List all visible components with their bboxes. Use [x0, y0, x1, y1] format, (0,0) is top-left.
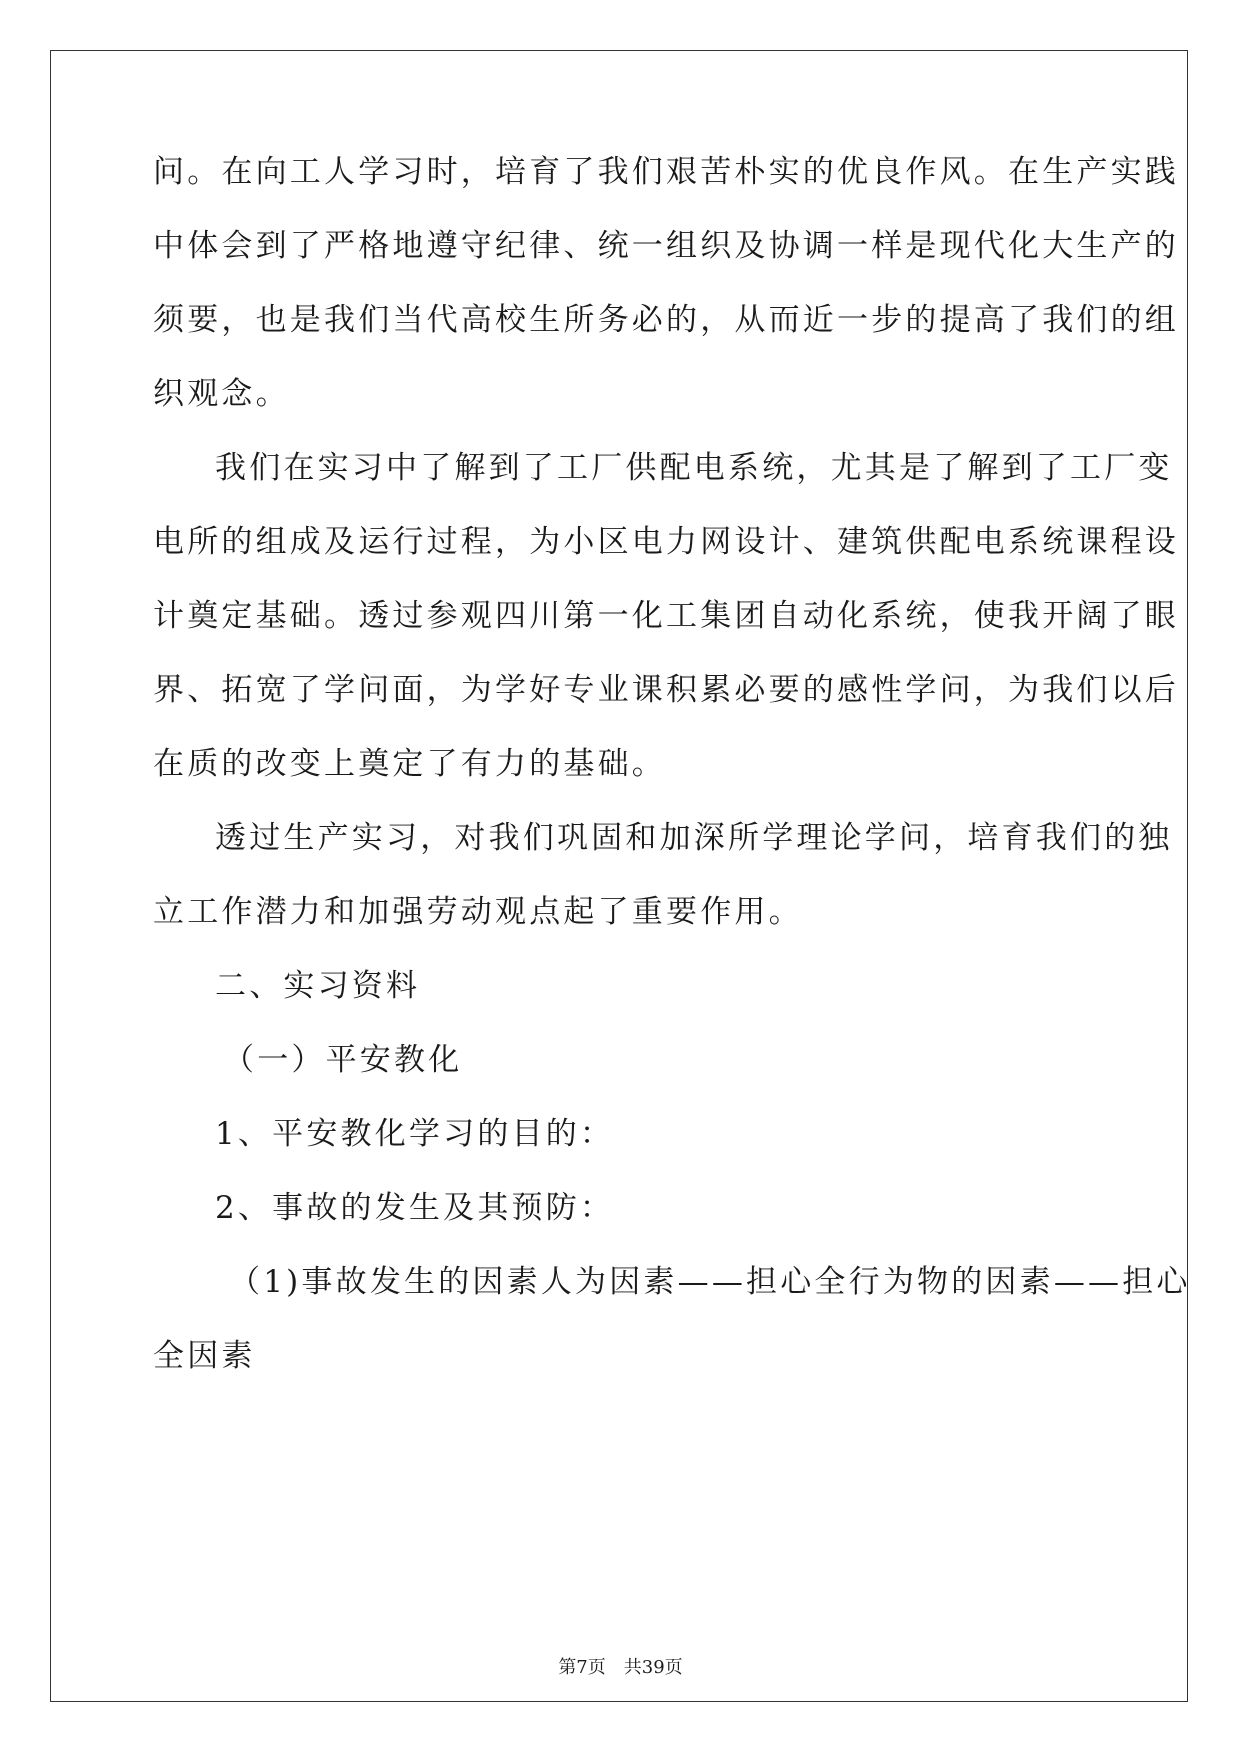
total-pages-label: 共39页 [623, 1657, 683, 1678]
paragraph-line: 在质的改变上奠定了有力的基础。 [153, 746, 666, 782]
list-item: 2、事故的发生及其预防： [215, 1190, 615, 1226]
paragraph-line: 透过生产实习，对我们巩固和加深所学理论学问，培育我们的独 [215, 820, 1173, 856]
paragraph-line: 织观念。 [153, 376, 290, 412]
paragraph-line: 全因素 [153, 1338, 256, 1374]
page-border [50, 50, 1191, 1702]
current-page-label: 第7页 [558, 1657, 606, 1678]
paragraph-line: 须要，也是我们当代高校生所务必的，从而近一步的提高了我们的组 [153, 302, 1179, 338]
paragraph-line: 中体会到了严格地遵守纪律、统一组织及协调一样是现代化大生产的 [153, 228, 1179, 264]
paragraph-line: 问。在向工人学习时，培育了我们艰苦朴实的优良作风。在生产实践 [153, 154, 1179, 190]
section-heading: 二、实习资料 [215, 968, 421, 1004]
paragraph-line: 计奠定基础。透过参观四川第一化工集团自动化系统，使我开阔了眼 [153, 598, 1179, 634]
page-footer [0, 1656, 1241, 1680]
paragraph-line: 立工作潜力和加强劳动观点起了重要作用。 [153, 894, 803, 930]
list-item: 1、平安教化学习的目的： [215, 1116, 615, 1152]
list-item: （1)事故发生的因素人为因素——担心全行为物的因素——担心 [229, 1264, 1191, 1300]
subsection-heading: （一）平安教化 [223, 1042, 463, 1078]
paragraph-line: 电所的组成及运行过程，为小区电力网设计、建筑供配电系统课程设 [153, 524, 1179, 560]
paragraph-line: 界、拓宽了学问面，为学好专业课积累必要的感性学问，为我们以后 [153, 672, 1179, 708]
paragraph-line: 我们在实习中了解到了工厂供配电系统，尤其是了解到了工厂变 [215, 450, 1173, 486]
